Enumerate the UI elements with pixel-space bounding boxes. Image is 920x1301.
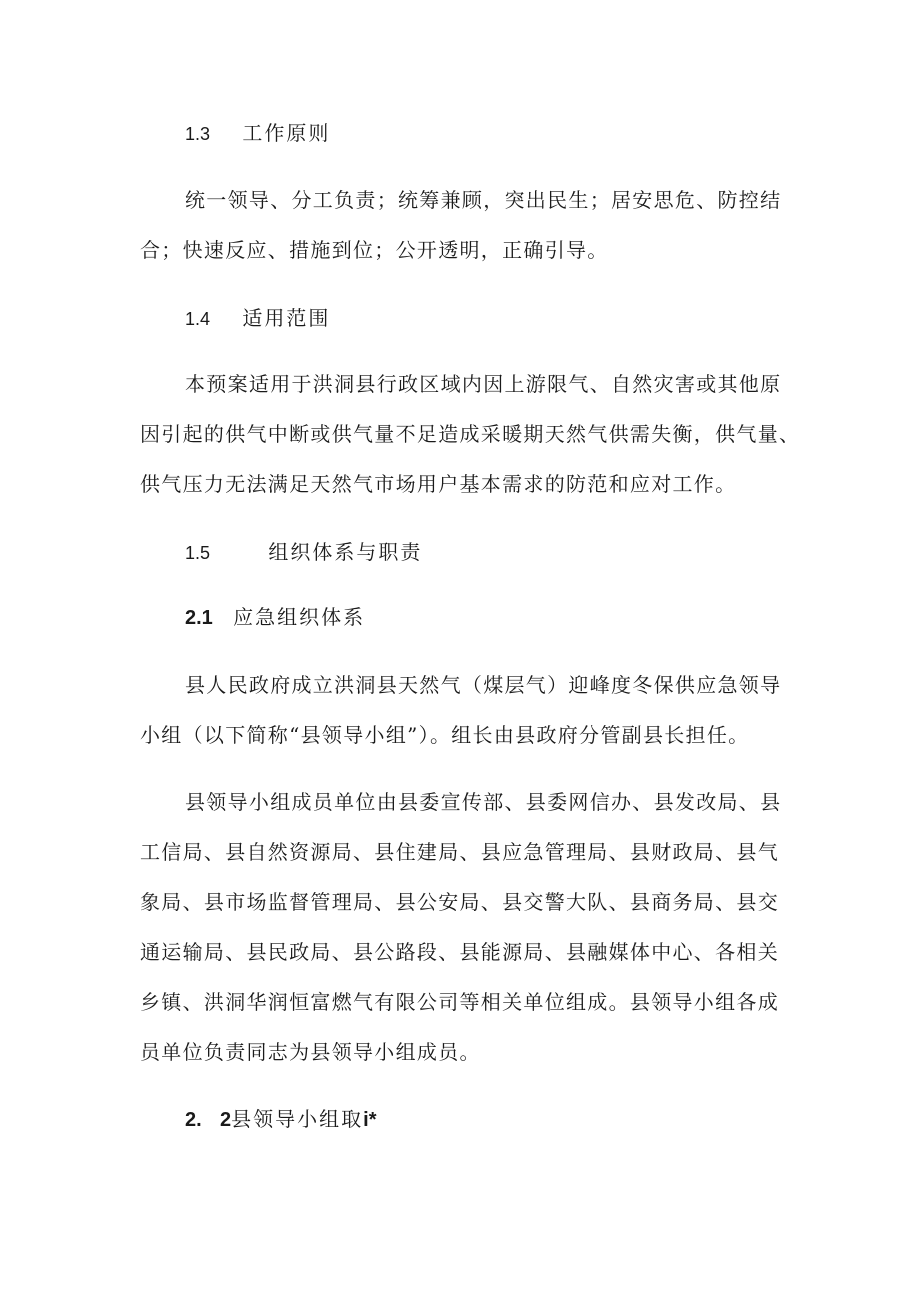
paragraph-line: 员单位负责同志为县领导小组成员。 <box>140 1040 481 1064</box>
paragraph-line: 县人民政府成立洪洞县天然气（煤层气）迎峰度冬保供应急领导 <box>185 673 782 697</box>
ocr-artifact: i* <box>363 1109 377 1131</box>
paragraph-line: 供气压力无法满足天然气市场用户基本需求的防范和应对工作。 <box>140 472 737 496</box>
section-number: 1.4 <box>185 309 211 329</box>
paragraph-line: 统一领导、分工负责；统筹兼顾，突出民生；居安思危、防控结 <box>185 188 782 212</box>
section-number: 2.1 <box>185 607 213 629</box>
paragraph-line: 本预案适用于洪洞县行政区域内因上游限气、自然灾害或其他原 <box>185 372 782 396</box>
section-heading-1-5 <box>185 538 422 567</box>
paragraph-line: 工信局、县自然资源局、县住建局、县应急管理局、县财政局、县气 <box>140 840 779 864</box>
paragraph-line: 因引起的供气中断或供气量不足造成采暖期天然气供需失衡，供气量、 <box>140 422 801 446</box>
section-heading-2-2 <box>185 1105 377 1134</box>
section-number: 1.3 <box>185 124 211 144</box>
paragraph-line: 通运输局、县民政局、县公路段、县能源局、县融媒体中心、各相关 <box>140 940 779 964</box>
section-number: 2. <box>185 1109 202 1131</box>
section-title: 适用范围 <box>242 306 331 330</box>
section-number: 1.5 <box>185 543 211 563</box>
section-title: 应急组织体系 <box>233 605 366 629</box>
paragraph-line: 县领导小组成员单位由县委宣传部、县委网信办、县发改局、县 <box>185 790 782 814</box>
section-heading-1-3 <box>185 119 330 148</box>
paragraph-line: 象局、县市场监督管理局、县公安局、县交警大队、县商务局、县交 <box>140 890 779 914</box>
paragraph-line: 合；快速反应、措施到位；公开透明，正确引导。 <box>140 238 609 262</box>
section-title: 组织体系与职责 <box>268 540 423 564</box>
section-title: 县领导小组取 <box>231 1107 364 1131</box>
paragraph-line: 小组（以下简称“县领导小组”）。组长由县政府分管副县长担任。 <box>140 723 750 747</box>
section-heading-1-4 <box>185 304 330 333</box>
section-number-suffix: 2 <box>220 1109 232 1131</box>
paragraph-line: 乡镇、洪洞华润恒富燃气有限公司等相关单位组成。县领导小组各成 <box>140 990 779 1014</box>
section-title: 工作原则 <box>242 121 331 145</box>
section-heading-2-1 <box>185 603 365 632</box>
